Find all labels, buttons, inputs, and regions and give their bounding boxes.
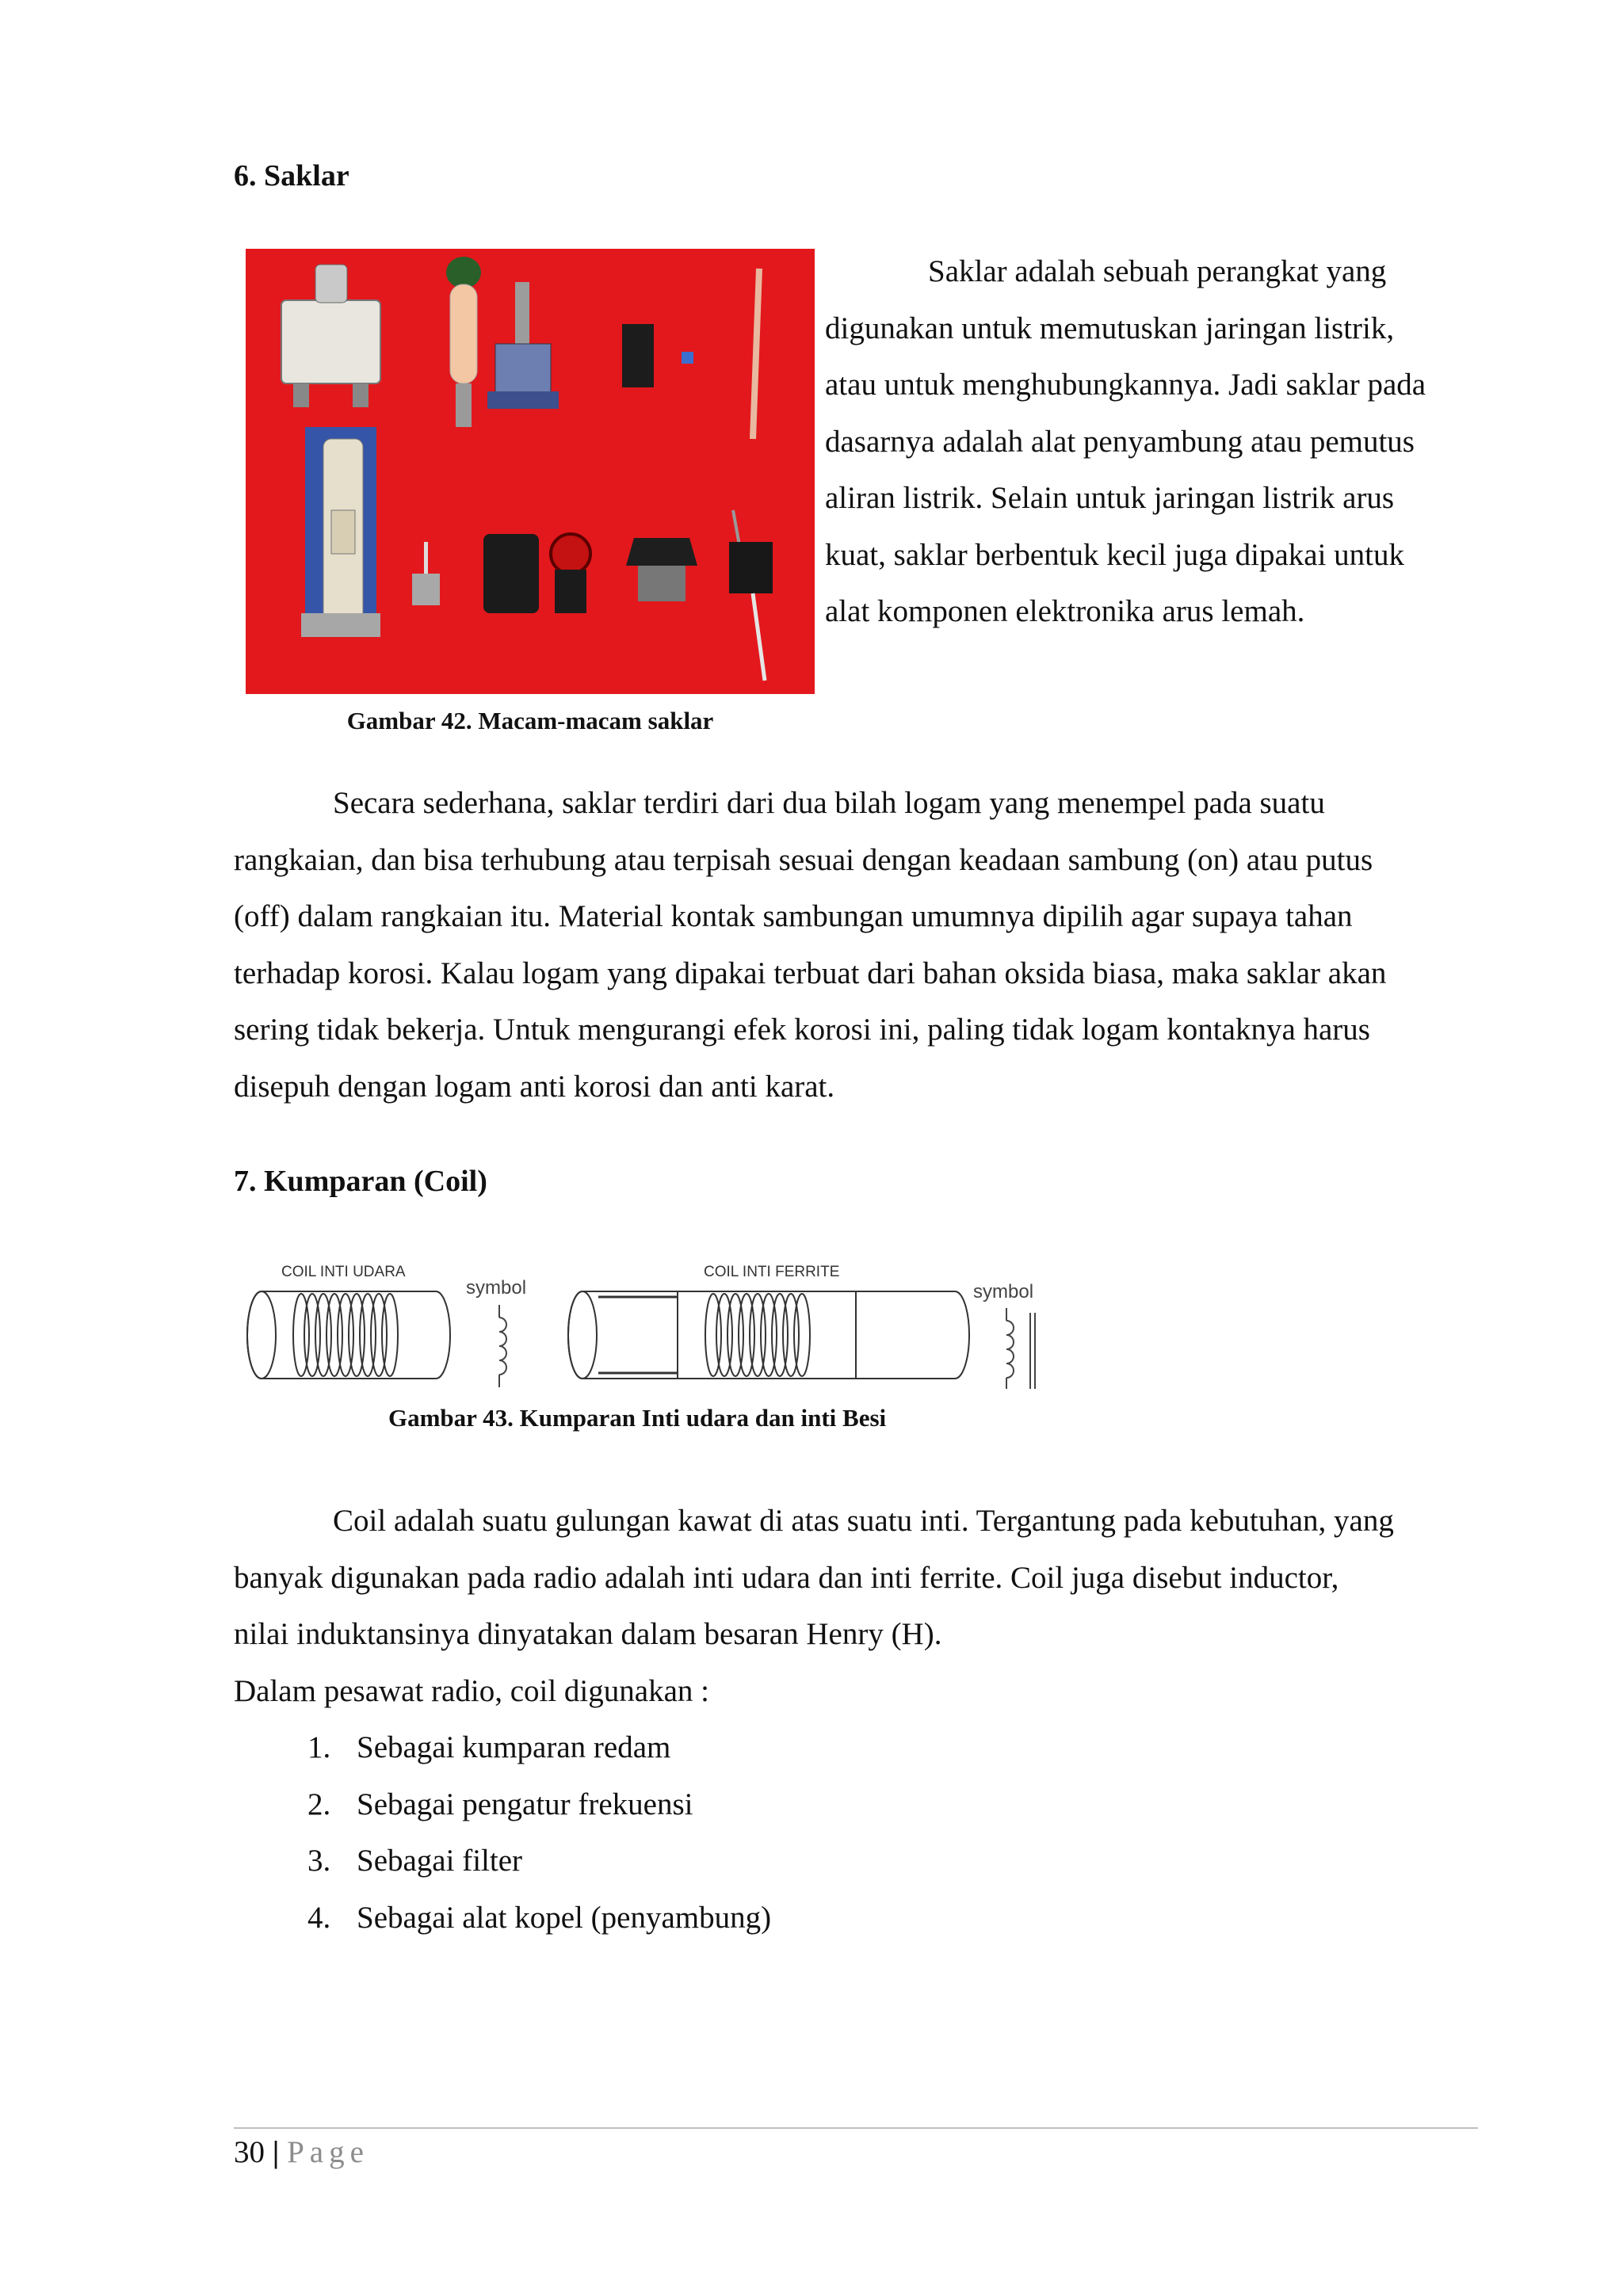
body-line-5: sering tidak bekerja. Untuk mengurangi efek korosi ini, paling tidak logam kontaknya harus [234, 1013, 1370, 1047]
footer-divider [234, 2127, 1478, 2129]
coil-list-intro: Dalam pesawat radio, coil digunakan : [234, 1673, 709, 1708]
intro-line-3: atau untuk menghubungkannya. Jadi saklar pada [825, 368, 1426, 402]
list-text: Sebagai kumparan redam [357, 1730, 671, 1764]
body-line-4: terhadap korosi. Kalau logam yang dipakai terbuat dari bahan oksida biasa, maka saklar akan [234, 955, 1387, 990]
coil-line-3: nilai induktansinya dinyatakan dalam besaran Henry (H). [234, 1617, 942, 1651]
page-word: Page [287, 2135, 369, 2169]
list-number: 2. [307, 1787, 331, 1821]
saklar-intro-paragraph [825, 243, 1522, 640]
saklar-body-paragraph [234, 775, 1518, 1115]
list-number: 4. [307, 1900, 331, 1935]
list-number: 3. [307, 1844, 331, 1878]
body-line-3: (off) dalam rangkaian itu. Material kontak sambungan umumnya dipilih agar supaya tahan [234, 899, 1353, 933]
intro-line-7: alat komponen elektronika arus lemah. [825, 594, 1305, 628]
figure-42-caption: Gambar 42. Macam-macam saklar [346, 707, 714, 734]
body-line-6: disepuh dengan logam anti korosi dan anti karat. [234, 1069, 835, 1104]
label-coil-inti-udara: COIL INTI UDARA [281, 1264, 406, 1280]
intro-line-5: aliran listrik. Selain untuk jaringan listrik arus [825, 481, 1395, 515]
body-line-2: rangkaian, dan bisa terhubung atau terpisah sesuai dengan keadaan sambung (on) atau putus [234, 842, 1373, 877]
label-coil-inti-ferrite: COIL INTI FERRITE [704, 1264, 840, 1280]
coil-body-paragraph [234, 1493, 1518, 1946]
symbol-label-ferrite: symbol [973, 1281, 1034, 1302]
page-footer [234, 2134, 369, 2172]
list-text: Sebagai pengatur frekuensi [357, 1787, 693, 1821]
intro-line-2: digunakan untuk memutuskan jaringan listrik, [825, 311, 1395, 345]
section-heading-kumparan: 7. Kumparan (Coil) [234, 1165, 487, 1198]
list-text: Sebagai filter [357, 1844, 522, 1878]
figure-43-caption: Gambar 43. Kumparan Inti udara dan inti Besi [388, 1404, 887, 1432]
intro-line-4: dasarnya adalah alat penyambung atau pemutus [825, 424, 1415, 459]
coil-line-1: Coil adalah suatu gulungan kawat di atas suatu inti. Tergantung pada kebutuhan, yang [333, 1504, 1394, 1538]
section-heading-saklar: 6. Saklar [234, 159, 349, 193]
page-number: 30 [234, 2135, 265, 2169]
intro-line-6: kuat, saklar berbentuk kecil juga dipakai untuk [825, 537, 1405, 572]
list-item [234, 1890, 1518, 1947]
list-item [234, 1719, 1518, 1776]
list-text: Sebagai alat kopel (penyambung) [357, 1900, 772, 1935]
switches-illustration [246, 249, 815, 694]
switches-photo [246, 249, 815, 694]
coil-diagram [246, 1256, 1058, 1390]
footer-separator: | [272, 2135, 280, 2169]
coil-line-2: banyak digunakan pada radio adalah inti udara dan inti ferrite. Coil juga disebut inductor, [234, 1560, 1339, 1595]
body-line-1: Secara sederhana, saklar terdiri dari dua bilah logam yang menempel pada suatu [333, 786, 1325, 820]
list-item [234, 1776, 1518, 1833]
intro-line-1: Saklar adalah sebuah perangkat yang [928, 254, 1387, 288]
list-item [234, 1833, 1518, 1890]
list-number: 1. [307, 1730, 331, 1764]
symbol-label-air: symbol [466, 1277, 527, 1299]
coil-diagram-svg [246, 1256, 1058, 1390]
